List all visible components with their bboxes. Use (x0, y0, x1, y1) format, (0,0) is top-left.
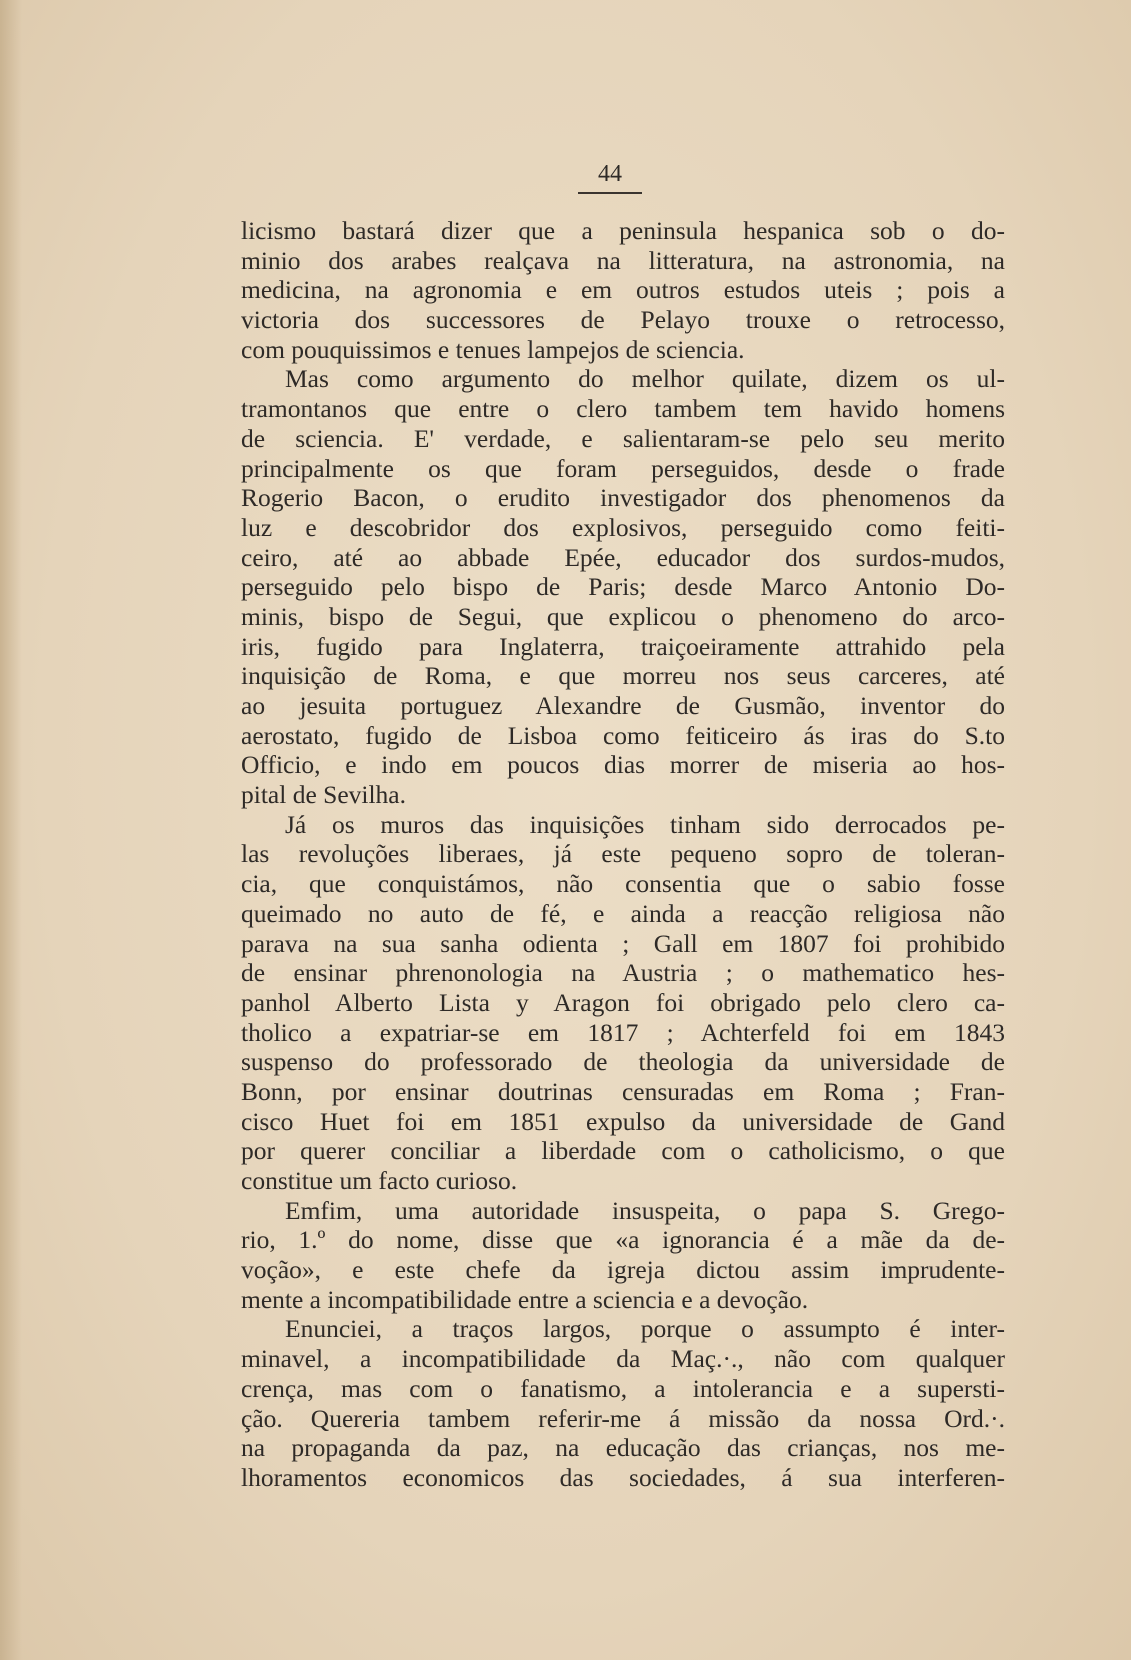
text-line: cisco Huet foi em 1851 expulso da universidade de Gand (241, 1106, 1005, 1136)
text-line: ção. Quereria tambem referir-me á missão da nossa Ord.·. (241, 1403, 1005, 1433)
text-line: iris, fugido para Inglaterra, traiçoeiramente attrahido pela (241, 631, 1005, 661)
text-line: licismo bastará dizer que a peninsula hespanica sob o do- (241, 216, 1005, 245)
text-line: de ensinar phrenonologia na Austria ; o mathematico hes- (241, 958, 1005, 988)
text-line: Bonn, por ensinar doutrinas censuradas em Roma ; Fran- (241, 1076, 1005, 1106)
page-number: 44 (598, 161, 622, 187)
text-line: rio, 1.º do nome, disse que «a ignorancia é a mãe da de- (241, 1225, 1005, 1255)
text-line: panhol Alberto Lista y Aragon foi obrigado pelo clero ca- (241, 987, 1005, 1017)
text-line: Rogerio Bacon, o erudito investigador dos phenomenos da (241, 483, 1005, 513)
text-line: constitue um facto curioso. (241, 1166, 518, 1195)
text-line: tholico a expatriar-se em 1817 ; Achterfeld foi em 1843 (241, 1017, 1005, 1047)
page-number-rule (578, 192, 642, 194)
text-line: ceiro, até ao abbade Epée, educador dos surdos-mudos, (241, 542, 1005, 572)
text-line: tramontanos que entre o clero tambem tem havido homens (241, 394, 1005, 424)
text-line: na propaganda da paz, na educação das crianças, nos me- (241, 1433, 1005, 1463)
text-line: com pouquissimos e tenues lampejos de sciencia. (241, 334, 745, 364)
text-line: pital de Sevilha. (241, 780, 407, 810)
text-line: aerostato, fugido de Lisboa como feiticeiro ás iras do S.to (241, 720, 1005, 750)
text-line: luz e descobridor dos explosivos, perseguido como feiti- (241, 512, 1005, 542)
text-line: Mas como argumento do melhor quilate, dizem os ul- (285, 364, 1005, 394)
text-line: crença, mas com o fanatismo, a intolerancia e a supersti- (241, 1373, 1005, 1403)
text-line: victoria dos successores de Pelayo trouxe o retrocesso, (241, 305, 1005, 335)
text-line: por querer conciliar a liberdade com o catholicismo, o que (241, 1136, 1005, 1166)
text-line: cia, que conquistámos, não consentia que o sabio fosse (241, 869, 1005, 899)
text-line: Emfim, uma autoridade insuspeita, o papa S. Grego- (285, 1195, 1005, 1225)
text-line: de sciencia. E' verdade, e salientaram-se pelo seu merito (241, 423, 1005, 453)
text-line: principalmente os que foram perseguidos, desde o frade (241, 453, 1005, 483)
text-line: medicina, na agronomia e em outros estudos uteis ; pois a (241, 275, 1005, 305)
text-line: Officio, e indo em poucos dias morrer de miseria ao hos- (241, 750, 1005, 780)
text-line: minio dos arabes realçava na litteratura, na astronomia, na (241, 245, 1005, 275)
text-line: Enunciei, a traços largos, porque o assumpto é inter- (285, 1314, 1005, 1344)
text-line: queimado no auto de fé, e ainda a reacção religiosa não (241, 898, 1005, 928)
text-line: minis, bispo de Segui, que explicou o phenomeno do arco- (241, 601, 1005, 631)
text-line: mente a incompatibilidade entre a sciencia e a devoção. (241, 1284, 809, 1314)
text-line: voção», e este chefe da igreja dictou assim imprudente- (241, 1255, 1005, 1285)
page-edge-shadow (0, 0, 22, 1660)
text-line: Já os muros das inquisições tinham sido derrocados pe- (285, 809, 1005, 839)
text-line: minavel, a incompatibilidade da Maç.·., não com qualquer (241, 1344, 1005, 1374)
text-line: perseguido pelo bispo de Paris; desde Marco Antonio Do- (241, 572, 1005, 602)
text-line: las revoluções liberaes, já este pequeno sopro de toleran- (241, 839, 1005, 869)
text-line: ao jesuita portuguez Alexandre de Gusmão, inventor do (241, 691, 1005, 720)
text-line: parava na sua sanha odienta ; Gall em 1807 foi prohibido (241, 928, 1005, 958)
body-text (241, 216, 1005, 1493)
text-line: lhoramentos economicos das sociedades, á sua interferen- (241, 1462, 1005, 1492)
text-line: inquisição de Roma, e que morreu nos seus carceres, até (241, 661, 1005, 691)
text-line: suspenso do professorado de theologia da universidade de (241, 1047, 1005, 1077)
